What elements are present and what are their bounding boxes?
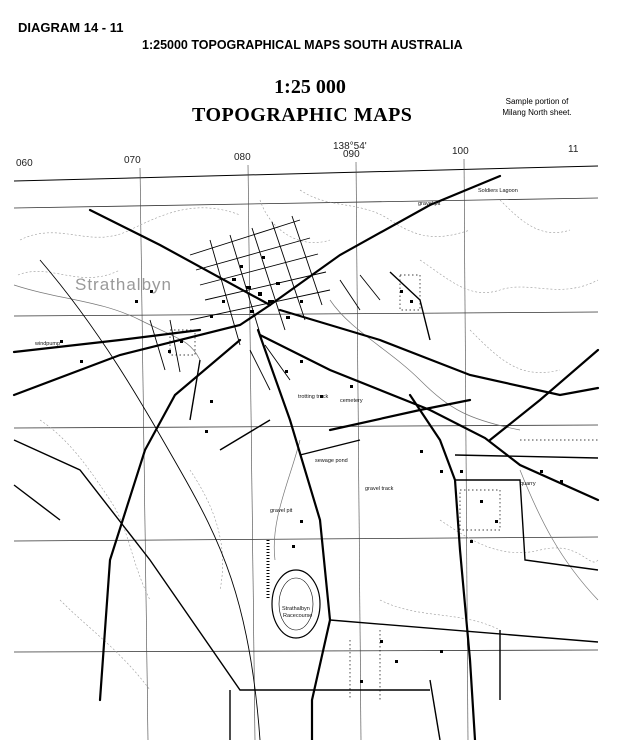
maps-heading: TOPOGRAPHIC MAPS	[192, 104, 413, 126]
easting-label: 070	[124, 155, 141, 166]
feature-label: trotting track	[298, 394, 329, 400]
feature-labels	[34, 188, 536, 514]
scale-text: 1:25 000	[274, 76, 346, 98]
easting-label: 11	[568, 144, 579, 155]
easting-label: 090	[343, 149, 360, 160]
feature-label: Soldiers Lagoon	[478, 188, 518, 194]
feature-label: gravel pit	[418, 201, 441, 207]
feature-label: quarry	[520, 481, 536, 487]
easting-label: 060	[16, 158, 33, 169]
feature-label: windpump	[35, 341, 61, 347]
racecourse-type: Racecourse	[283, 613, 313, 619]
major-roads	[14, 176, 598, 740]
town-name: Strathalbyn	[75, 275, 172, 294]
easting-grid	[140, 159, 468, 740]
sheet-title: 1:25000 TOPOGRAPHICAL MAPS SOUTH AUSTRALIA	[142, 38, 463, 52]
sample-note-line-1: Sample portion of	[505, 97, 569, 106]
map-frame-top	[14, 166, 598, 181]
easting-label: 100	[452, 146, 469, 157]
creeks	[14, 285, 598, 600]
longitude-label: 138°54'	[333, 141, 367, 152]
racecourse	[272, 570, 320, 638]
sample-note-line-2: Milang North sheet.	[502, 108, 572, 117]
easting-label: 080	[234, 152, 251, 163]
feature-label: cemetery	[340, 398, 363, 404]
feature-label: gravel pit	[270, 508, 293, 514]
feature-label: sewage pond	[315, 458, 348, 464]
racecourse-name: Strathalbyn	[282, 606, 310, 612]
feature-label: gravel track	[365, 486, 394, 492]
diagram-label: DIAGRAM 14 - 11	[18, 20, 124, 35]
